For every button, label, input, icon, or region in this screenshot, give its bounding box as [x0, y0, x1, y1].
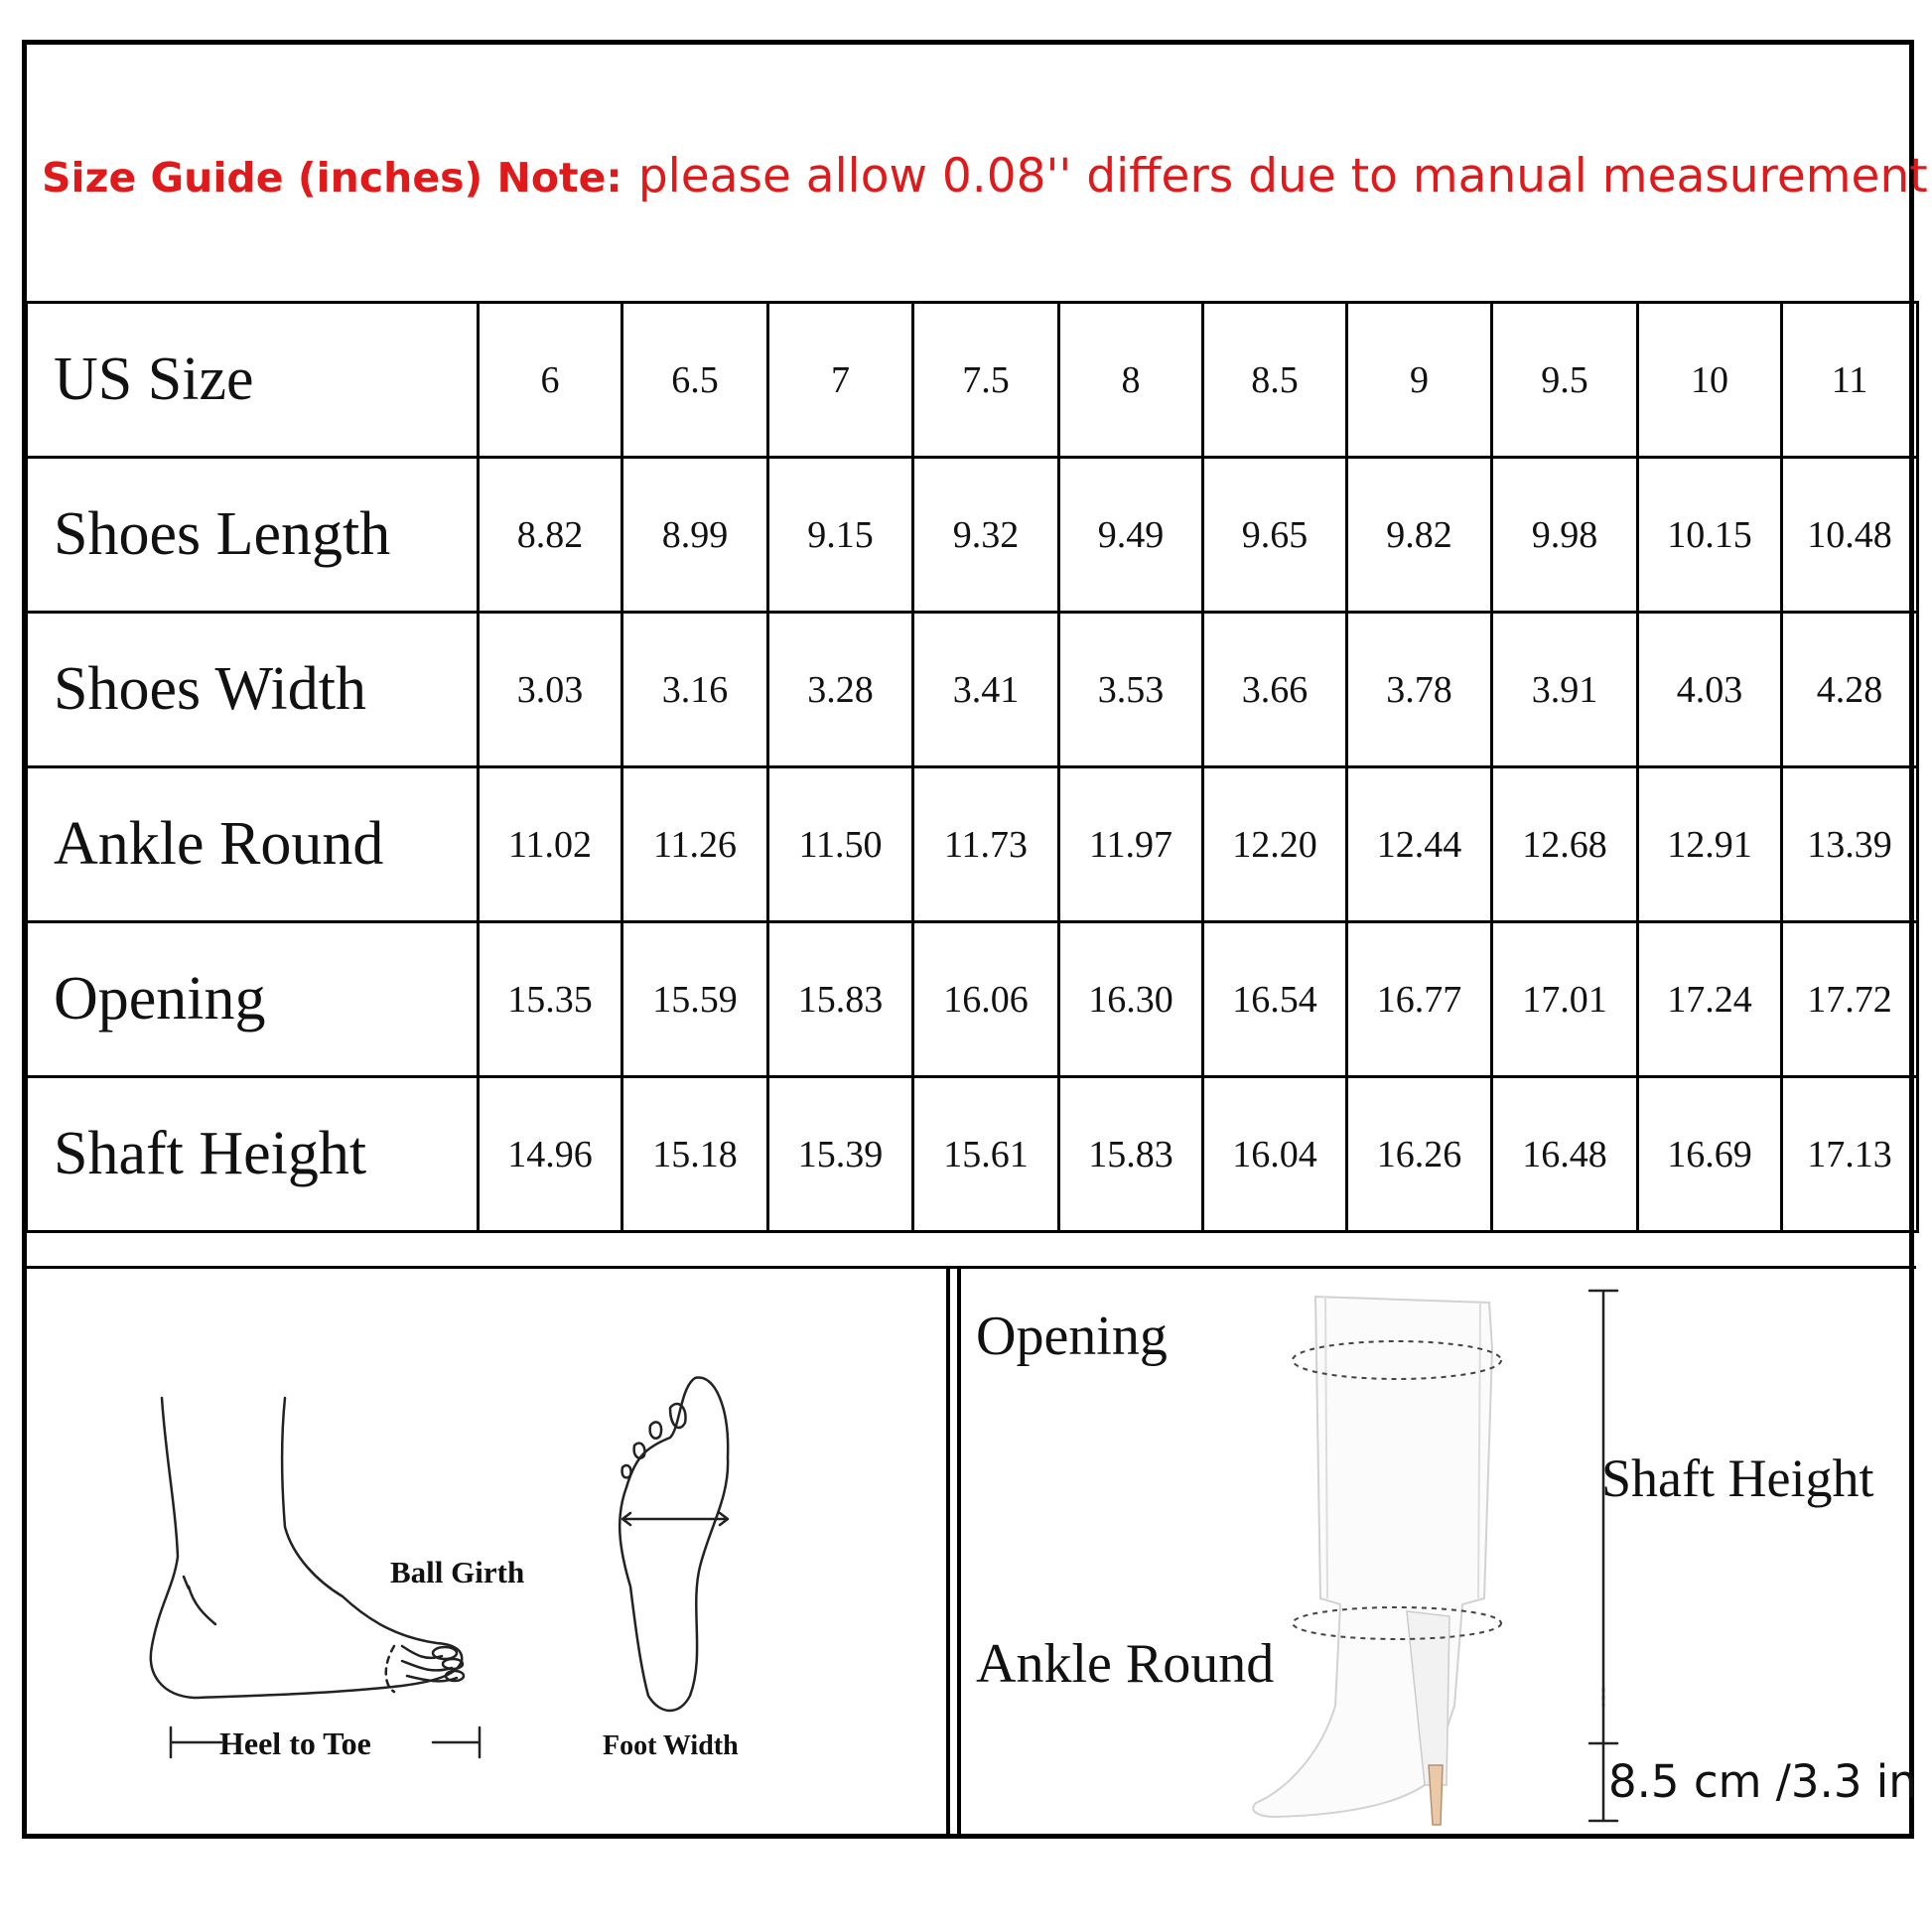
value-cell: 16.04: [1203, 1077, 1347, 1232]
row-label: Opening: [27, 922, 479, 1077]
divider: [946, 1269, 950, 1837]
size-table: [25, 301, 1919, 1233]
size-cell: 10: [1638, 303, 1782, 458]
size-cell: 11: [1782, 303, 1918, 458]
size-cell: 8.5: [1203, 303, 1347, 458]
row-label: Shaft Height: [27, 1077, 479, 1232]
table-row: [27, 1077, 1918, 1232]
value-cell: 15.18: [622, 1077, 768, 1232]
value-cell: 3.16: [622, 613, 768, 767]
divider: [957, 1269, 961, 1837]
row-label: Shoes Length: [27, 458, 479, 613]
table-row: [27, 922, 1918, 1077]
heel-to-toe-label: Heel to Toe: [219, 1725, 371, 1761]
value-cell: 8.99: [622, 458, 768, 613]
value-cell: 10.15: [1638, 458, 1782, 613]
value-cell: 17.13: [1782, 1077, 1918, 1232]
table-row: [27, 458, 1918, 613]
value-cell: 15.83: [1059, 1077, 1203, 1232]
value-cell: 16.77: [1347, 922, 1492, 1077]
value-cell: 11.73: [913, 767, 1059, 922]
value-cell: 9.98: [1492, 458, 1638, 613]
size-cell: 7: [768, 303, 913, 458]
value-cell: 9.82: [1347, 458, 1492, 613]
value-cell: 3.91: [1492, 613, 1638, 767]
row-label: Shoes Width: [27, 613, 479, 767]
value-cell: 3.41: [913, 613, 1059, 767]
size-cell: 6.5: [622, 303, 768, 458]
value-cell: 15.35: [479, 922, 622, 1077]
value-cell: 16.26: [1347, 1077, 1492, 1232]
value-cell: 3.66: [1203, 613, 1347, 767]
heel-height-label: 8.5 cm /3.3 in: [1608, 1755, 1917, 1808]
value-cell: 9.15: [768, 458, 913, 613]
value-cell: 16.69: [1638, 1077, 1782, 1232]
value-cell: 11.50: [768, 767, 913, 922]
value-cell: 11.97: [1059, 767, 1203, 922]
value-cell: 15.61: [913, 1077, 1059, 1232]
value-cell: 3.78: [1347, 613, 1492, 767]
value-cell: 16.30: [1059, 922, 1203, 1077]
value-cell: 3.03: [479, 613, 622, 767]
shaft-height-ruler: [1574, 1289, 1633, 1830]
value-cell: 15.39: [768, 1077, 913, 1232]
value-cell: 16.48: [1492, 1077, 1638, 1232]
table-row: [27, 767, 1918, 922]
row-label: US Size: [27, 303, 479, 458]
size-cell: 7.5: [913, 303, 1059, 458]
ball-girth-label: Ball Girth: [390, 1555, 525, 1589]
size-cell: 6: [479, 303, 622, 458]
value-cell: 9.49: [1059, 458, 1203, 613]
value-cell: 12.20: [1203, 767, 1347, 922]
row-label: Ankle Round: [27, 767, 479, 922]
note-label: Size Guide (inches) Note:: [42, 154, 622, 202]
value-cell: 16.06: [913, 922, 1059, 1077]
foot-sole-sketch: [601, 1368, 779, 1725]
value-cell: 9.65: [1203, 458, 1347, 613]
size-cell: 9.5: [1492, 303, 1638, 458]
size-cell: 8: [1059, 303, 1203, 458]
boot-sketch: [1196, 1289, 1613, 1837]
shaft-height-label: Shaft Height: [1601, 1449, 1874, 1508]
value-cell: 3.28: [768, 613, 913, 767]
value-cell: 10.48: [1782, 458, 1918, 613]
value-cell: 4.28: [1782, 613, 1918, 767]
table-row: [27, 613, 1918, 767]
value-cell: 13.39: [1782, 767, 1918, 922]
value-cell: 12.68: [1492, 767, 1638, 922]
foot-width-label: Foot Width: [603, 1730, 739, 1761]
value-cell: 17.01: [1492, 922, 1638, 1077]
value-cell: 12.44: [1347, 767, 1492, 922]
opening-label: Opening: [976, 1306, 1168, 1367]
size-cell: 9: [1347, 303, 1492, 458]
value-cell: 16.54: [1203, 922, 1347, 1077]
size-header-row: [27, 303, 1918, 458]
value-cell: 11.26: [622, 767, 768, 922]
value-cell: 17.72: [1782, 922, 1918, 1077]
value-cell: 12.91: [1638, 767, 1782, 922]
ankle-round-label: Ankle Round: [976, 1633, 1275, 1695]
value-cell: 8.82: [479, 458, 622, 613]
size-guide-note: [42, 149, 1928, 204]
value-cell: 9.32: [913, 458, 1059, 613]
value-cell: 4.03: [1638, 613, 1782, 767]
value-cell: 15.83: [768, 922, 913, 1077]
value-cell: 17.24: [1638, 922, 1782, 1077]
value-cell: 11.02: [479, 767, 622, 922]
measurement-diagrams: [25, 1266, 1916, 1837]
value-cell: 14.96: [479, 1077, 622, 1232]
note-message: please allow 0.08'' differs due to manual measurement: [637, 149, 1928, 204]
value-cell: 15.59: [622, 922, 768, 1077]
value-cell: 3.53: [1059, 613, 1203, 767]
